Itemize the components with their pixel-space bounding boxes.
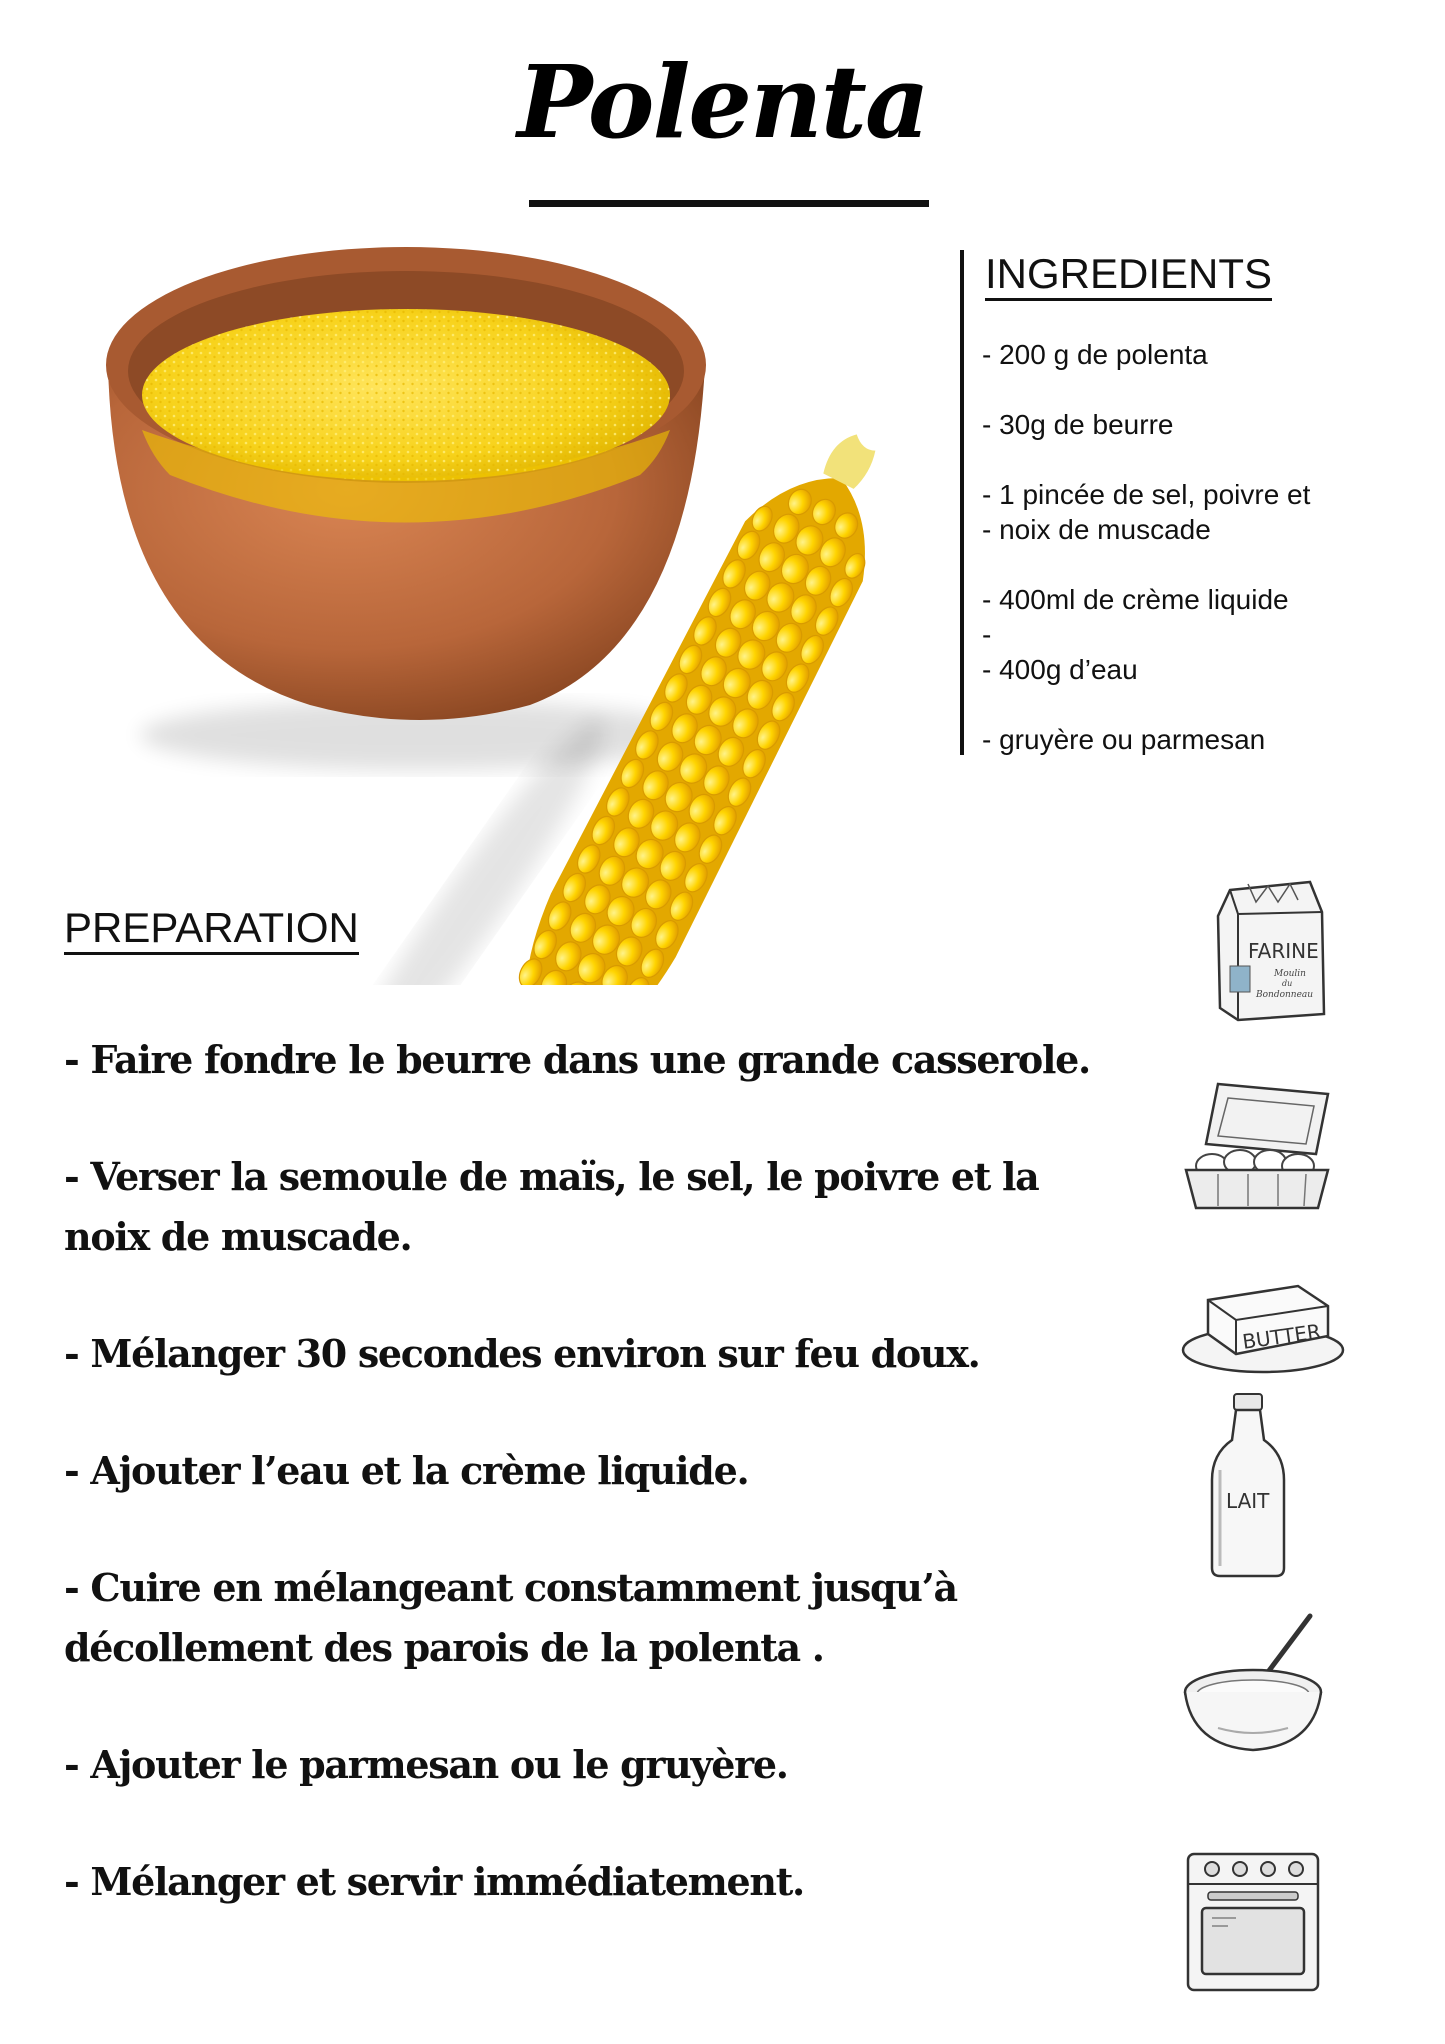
butter-icon xyxy=(1178,1270,1348,1380)
preparation-heading: PREPARATION xyxy=(64,906,359,955)
preparation-step: - Ajouter l’eau et la crème liquide. xyxy=(64,1448,749,1493)
flour-brand-line1: Moulin xyxy=(1274,969,1306,979)
flour-brand-line3: Bondonneau xyxy=(1256,990,1314,1000)
milk-bottle-icon xyxy=(1208,1390,1288,1580)
flour-brand-line2: du xyxy=(1282,979,1293,988)
butter-label: BUTTER xyxy=(1240,1319,1323,1354)
ingredients-list xyxy=(982,337,1402,792)
preparation-step: - Verser la semoule de maïs, le sel, le poivre et la noix de muscade. xyxy=(64,1154,1039,1259)
milk-label: LAIT xyxy=(1226,1489,1270,1513)
flour-label: FARINE xyxy=(1248,939,1319,963)
preparation-step: - Mélanger et servir immédiatement. xyxy=(64,1859,804,1904)
ingredients-divider xyxy=(960,250,964,755)
ingredient-item: - 1 pincée de sel, poivre et xyxy=(982,479,1311,510)
preparation-step: - Faire fondre le beurre dans une grande casserole. xyxy=(64,1037,1090,1082)
ingredients-heading: INGREDIENTS xyxy=(985,252,1272,301)
preparation-steps xyxy=(64,1030,1124,1969)
egg-carton-icon xyxy=(1178,1078,1338,1228)
ingredient-item: - 30g de beurre xyxy=(982,409,1174,440)
whisk-bowl-icon xyxy=(1178,1610,1328,1760)
recipe-title: Polenta xyxy=(517,43,928,161)
ingredient-item: - noix de muscade xyxy=(982,514,1211,545)
ingredient-item: - xyxy=(982,619,992,650)
ingredient-item: - gruyère ou parmesan xyxy=(982,724,1266,755)
preparation-step: - Mélanger 30 secondes environ sur feu doux. xyxy=(64,1331,980,1376)
preparation-step: - Ajouter le parmesan ou le gruyère. xyxy=(64,1742,788,1787)
flour-bag-icon xyxy=(1198,872,1348,1032)
ingredient-item: - 400g d’eau xyxy=(982,654,1138,685)
polenta-bowl-and-corn-image xyxy=(100,225,940,985)
ingredient-item: - 200 g de polenta xyxy=(982,339,1208,370)
preparation-step: - Cuire en mélangeant constamment jusqu’à décollement des parois de la polenta . xyxy=(64,1565,957,1670)
ingredient-item: - 400ml de crème liquide xyxy=(982,584,1289,615)
title-underline xyxy=(529,200,929,207)
oven-icon xyxy=(1178,1848,1328,1998)
